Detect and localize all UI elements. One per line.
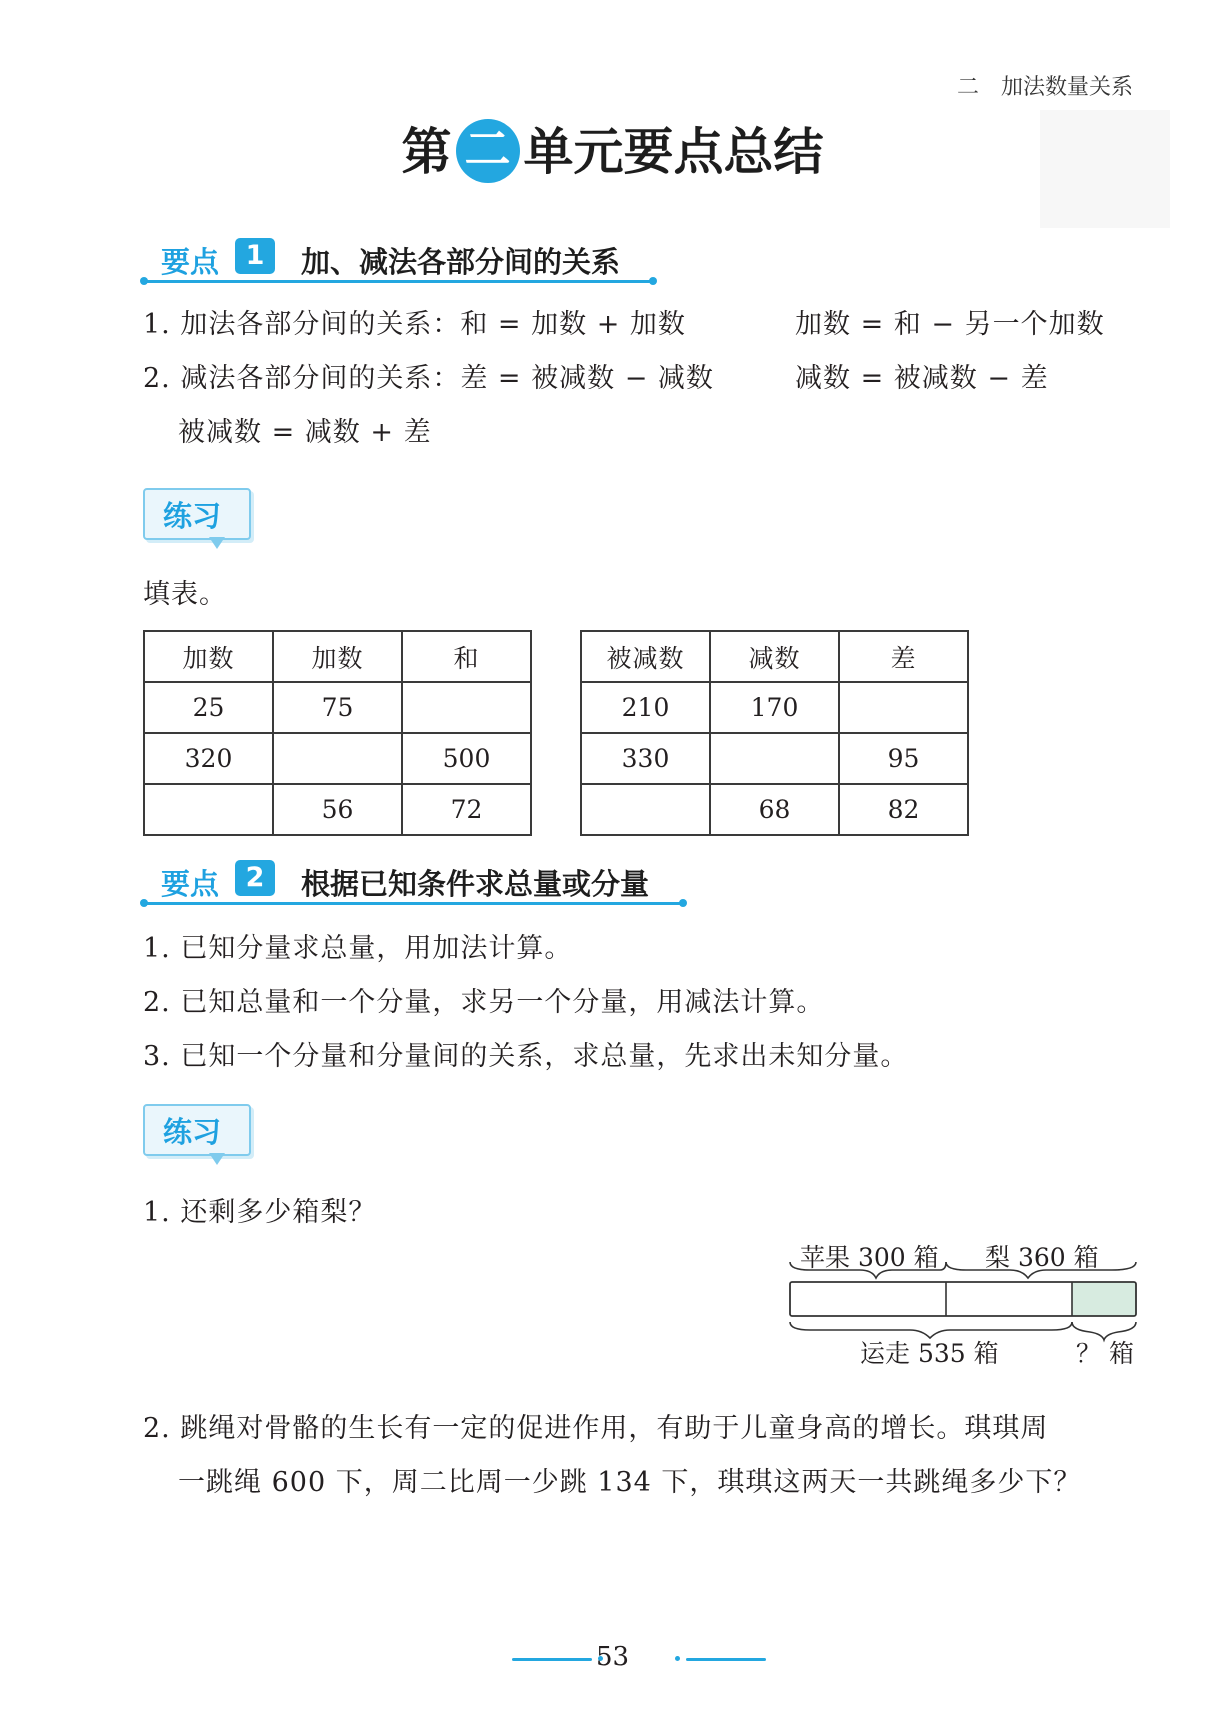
key-point-1-heading <box>143 236 683 279</box>
table-cell: 25 <box>144 682 273 733</box>
footer-dot <box>675 1656 680 1661</box>
rule-line: 1. 已知分量求总量，用加法计算。 <box>143 933 573 964</box>
table-cell: 95 <box>839 733 968 784</box>
unknown-label: ？ 箱 <box>1076 1339 1134 1368</box>
table-cell: 210 <box>581 682 710 733</box>
table-header: 差 <box>839 631 968 682</box>
practice-label: 练习 <box>163 1115 222 1149</box>
table-header: 减数 <box>710 631 839 682</box>
chapter-label: 二 加法数量关系 <box>956 75 1133 100</box>
table-cell: 330 <box>581 733 710 784</box>
table-cell: 72 <box>402 784 531 835</box>
page-title <box>0 112 1225 184</box>
answer-cell[interactable] <box>273 733 402 784</box>
question-2-line: 2. 跳绳对骨骼的生长有一定的促进作用，有助于儿童身高的增长。琪琪周 <box>143 1413 1049 1444</box>
key-point-word: 要点 <box>161 245 220 279</box>
question-2-line: 一跳绳 600 下，周二比周一少跳 134 下，琪琪这两天一共跳绳多少下？ <box>178 1467 1082 1498</box>
unknown-segment-fill <box>1072 1282 1136 1316</box>
answer-cell[interactable] <box>581 784 710 835</box>
table-header: 加数 <box>144 631 273 682</box>
table-header: 加数 <box>273 631 402 682</box>
question-1-text: 1. 还剩多少箱梨？ <box>143 1197 377 1228</box>
page-number: 53 <box>595 1642 630 1672</box>
moved-label: 运走 535 箱 <box>860 1339 999 1368</box>
rule-line: 加数 = 和 − 另一个加数 <box>795 309 1105 340</box>
rule-line: 2. 已知总量和一个分量，求另一个分量，用减法计算。 <box>143 987 825 1018</box>
key-point-word: 要点 <box>161 867 220 901</box>
practice-label-badge <box>143 488 255 550</box>
key-point-title: 加、减法各部分间的关系 <box>301 245 621 279</box>
key-point-number-badge: 2 <box>235 860 275 896</box>
table-cell: 170 <box>710 682 839 733</box>
pear-label: 梨 360 箱 <box>985 1243 1099 1272</box>
table-cell: 68 <box>710 784 839 835</box>
table-cell: 75 <box>273 682 402 733</box>
addition-table <box>143 630 532 836</box>
rule-line: 2. 减法各部分间的关系：差 = 被减数 − 减数 <box>143 363 714 394</box>
key-point-2-heading <box>143 858 703 901</box>
rule-line: 减数 = 被减数 − 差 <box>795 363 1049 394</box>
table-header: 被减数 <box>581 631 710 682</box>
rule-line: 被减数 = 减数 + 差 <box>178 417 432 448</box>
answer-cell[interactable] <box>402 682 531 733</box>
rule-line: 1. 加法各部分间的关系：和 = 加数 + 加数 <box>143 309 686 340</box>
answer-cell[interactable] <box>839 682 968 733</box>
key-point-number-badge: 1 <box>235 238 275 274</box>
heading-underline <box>143 902 683 905</box>
title-prefix: 第 <box>401 123 452 181</box>
table-cell: 56 <box>273 784 402 835</box>
table-cell: 320 <box>144 733 273 784</box>
rule-line: 3. 已知一个分量和分量间的关系，求总量，先求出未知分量。 <box>143 1041 909 1072</box>
footer-rule-right <box>686 1658 766 1661</box>
table-cell: 500 <box>402 733 531 784</box>
answer-cell[interactable] <box>710 733 839 784</box>
table-cell: 82 <box>839 784 968 835</box>
table-header: 和 <box>402 631 531 682</box>
title-suffix: 单元要点总结 <box>523 123 824 181</box>
heading-underline <box>143 280 653 283</box>
practice-label: 练习 <box>163 499 222 533</box>
title-unit-number: 二 <box>456 119 520 183</box>
answer-cell[interactable] <box>144 784 273 835</box>
subtraction-table <box>580 630 969 836</box>
key-point-title: 根据已知条件求总量或分量 <box>301 867 650 901</box>
instruction-text: 填表。 <box>143 579 227 610</box>
apple-label: 苹果 300 箱 <box>800 1243 939 1272</box>
practice-label-badge <box>143 1104 255 1166</box>
